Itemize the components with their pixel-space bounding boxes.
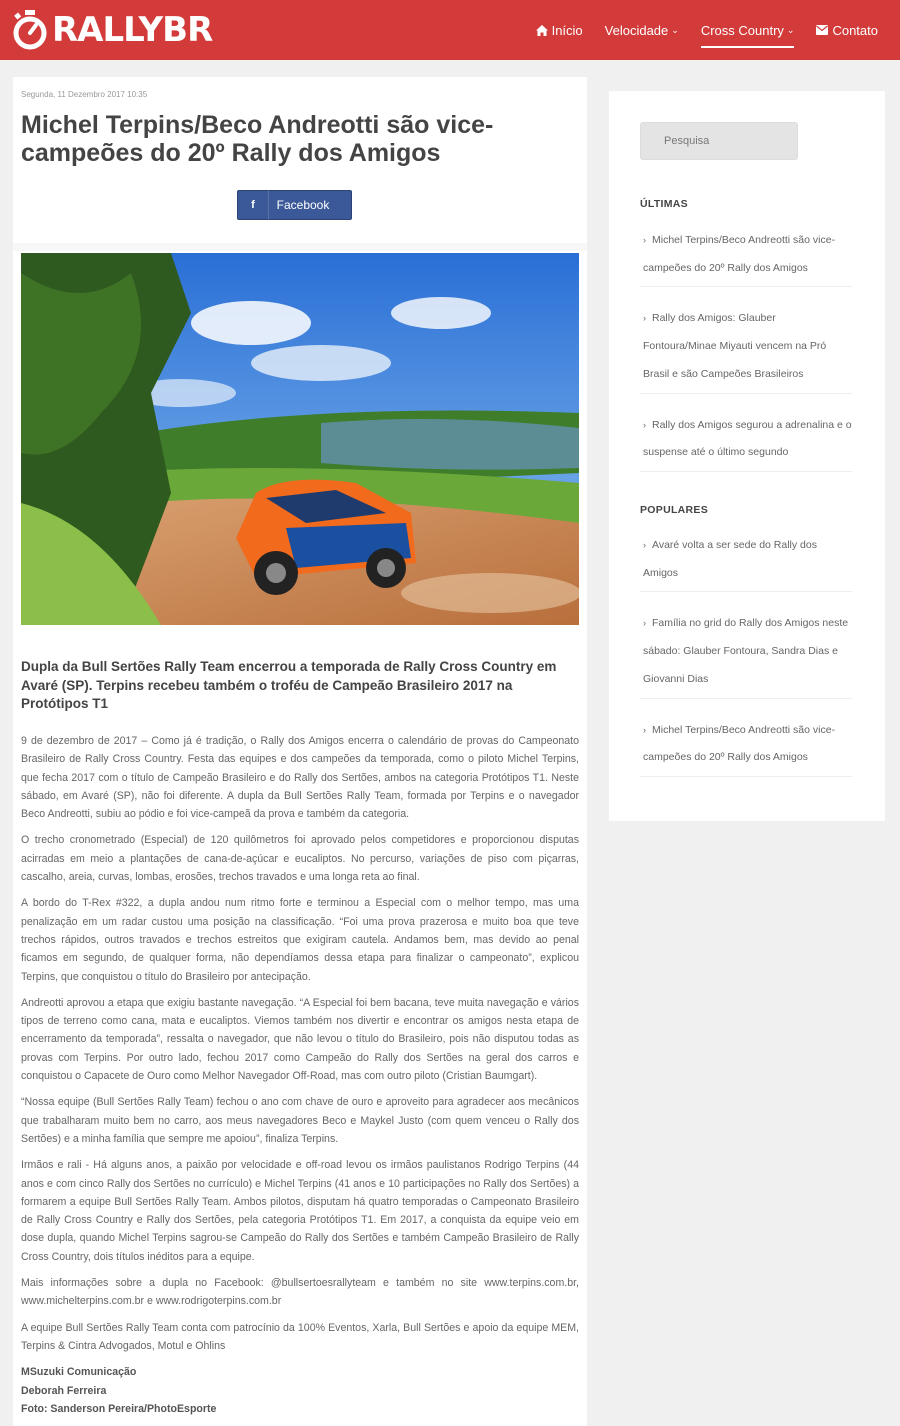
article-body [21,732,579,1418]
popular-item[interactable] [640,592,852,698]
popular-item[interactable] [640,699,852,777]
envelope-icon [816,25,828,35]
nav-label: Início [551,22,583,38]
article-credits [21,1363,579,1418]
popular-list [640,532,852,777]
popular-widget-title: POPULARES [640,504,709,516]
nav-label: Velocidade [604,22,669,38]
post-date: Segunda, 11 Dezembro 2017 10:35 [21,90,148,99]
chevron-down-icon: ⌄ [786,24,795,35]
nav-item-contato[interactable] [816,0,878,60]
nav-item-velocidade[interactable] [605,0,679,60]
sidebar [609,91,885,821]
popular-item-label: Avaré volta a ser sede do Rally dos Amigos [643,539,817,579]
article-container [13,77,587,1426]
chevron-right-icon: › [643,313,646,324]
nav-item-cross-country[interactable] [701,0,795,60]
latest-widget-title: ÚLTIMAS [640,198,688,210]
search-input[interactable] [640,122,798,160]
chevron-right-icon: › [643,540,646,550]
article-paragraph: A equipe Bull Sertões Rally Team conta com patrocínio da 100% Eventos, Xarla, Bull Sertões e apoio da equipe MEM, Terpins & Cintra Advogados, Motul e Ohlins [21,1321,579,1352]
latest-list [640,227,852,472]
site-header [0,0,900,60]
chevron-right-icon: › [643,235,646,245]
article-paragraph: A bordo do T-Rex #322, a dupla andou num ritmo forte e terminou a Especial com o melhor tempo, mas uma penalização em um radar custou uma posição na classificação. “Foi uma prova prazerosa e muito boa que teve trechos rápidos, outros travados e trechos estreitos que exigiram cautela. Andamos bem, mas devido ao penal ficamos em segundo, de qualquer forma, não dependíamos dessa etapa para finalizar o campeonato”, explicou Terpins, que conquistou o título do Brasileiro por antecipação. [21,897,579,983]
chevron-right-icon: › [643,724,646,735]
nav-item-inicio[interactable] [536,0,583,60]
article-paragraph: O trecho cronometrado (Especial) de 120 quilômetros foi aprovado pelos competidores e proporcionou disputas acirradas em meio a plantações de cana-de-açúcar e eucaliptos. No percurso, variações de piso com piçarras, cascalho, areia, curvas, lombas, erosões, trechos travados e uma longa reta ao final. [21,834,579,884]
credit-line: MSuzuki Comunicação [21,1366,137,1379]
section-divider [13,243,587,251]
article-photo [21,253,579,625]
main-nav [536,0,900,60]
latest-item-label: Rally dos Amigos: Glauber Fontoura/Minae Miyauti vencem na Pró Brasil e são Campeões Brasileiros [643,312,827,380]
nav-label: Contato [832,22,878,38]
home-icon [536,25,548,36]
latest-item[interactable] [640,287,852,393]
chevron-right-icon: › [643,618,646,629]
popular-item-label: Família no grid do Rally dos Amigos neste sábado: Glauber Fontoura, Sandra Dias e Giovanni Dias [643,617,849,685]
logo-text: RALLYBR [52,10,213,50]
article-title: Michel Terpins/Beco Andreotti são vice-campeões do 20º Rally dos Amigos [21,111,494,167]
latest-item[interactable] [640,227,852,287]
article-lead: Dupla da Bull Sertões Rally Team encerrou a temporada de Rally Cross Country em Avaré (SP). Terpins recebeu também o troféu de Campeão Brasileiro 2017 na Protótipos T1 [21,659,557,711]
nav-label: Cross Country [700,22,784,38]
popular-item-label: Michel Terpins/Beco Andreotti são vice-campeões do 20º Rally dos Amigos [643,723,836,764]
credit-line: Foto: Sanderson Pereira/PhotoEsporte [21,1402,217,1415]
facebook-share-button[interactable] [237,190,352,220]
facebook-share-label: Facebook [276,198,330,212]
latest-item-label: Michel Terpins/Beco Andreotti são vice-campeões do 20º Rally dos Amigos [643,234,836,274]
chevron-right-icon: › [643,419,646,430]
latest-item[interactable] [640,394,852,472]
article-paragraph: 9 de dezembro de 2017 – Como já é tradição, o Rally dos Amigos encerra o calendário de provas do Campeonato Brasileiro de Rally Cross Country. Festa das equipes e dos campeões da temporada, como o piloto Michel Terpins, que fecha 2017 com o título de Campeão Brasileiro e do Rally dos Sertões, ambos na categoria Protótipos T1. Neste sábado, em Avaré (SP), não foi diferente. A dupla da Bull Sertões Rally Team, formada por Terpins e o navegador Beco Andreotti, subiu ao pódio e foi vice-campeã da prova e também da categoria. [21,735,579,821]
site-logo[interactable] [12,8,212,52]
article-paragraph: Mais informações sobre a dupla no Facebook: @bullsertoesrallyteam e também no site www.terpins.com.br, www.michelterpins.com.br e www.rodrigoterpins.com.br [21,1277,579,1308]
facebook-icon: f [251,199,255,211]
article-paragraph: Irmãos e rali - Há alguns anos, a paixão por velocidade e off-road levou os irmãos paulistanos Rodrigo Terpins (44 anos e com cinco Rally dos Sertões no currículo) e Michel Terpins (41 anos e 10 participações no Rally dos Sertões) a formarem a equipe Bull Sertões Rally Team. Ambos pilotos, disputam há quatro temporadas o Campeonato Brasileiro de Rally Cross Country e Rally dos Sertões, pela categoria Protótipos T1. Em 2017, a conquista da equipe veio em dose dupla, quando Michel Terpins sagrou-se Campeão do Rally dos Sertões e também Campeão Brasileiro de Rally Cross Country, dois títulos inéditos para a equipe. [21,1159,579,1263]
popular-item[interactable] [640,532,852,592]
latest-item-label: Rally dos Amigos segurou a adrenalina e o suspense até o último segundo [643,418,852,459]
chevron-down-icon: ⌄ [671,24,679,35]
stopwatch-icon [12,10,48,50]
article-paragraph: Andreotti aprovou a etapa que exigiu bastante navegação. “A Especial foi bem bacana, teve muita navegação e vários tipos de terreno como cana, mata e eucaliptos. Viemos também nos divertir e encontrar os amigos nesta etapa de encerramento da temporada”, ressalta o navegador, que não levou o título do Brasileiro, pois não disputou todas as provas com Terpins. Por outro lado, fechou 2017 como Campeão do Rally dos Sertões na geral dos carros e conquistou o Capacete de Ouro como Melhor Navegador Off-Road, mas com outro piloto (Cristian Baumgart). [21,996,579,1083]
article-paragraph: “Nossa equipe (Bull Sertões Rally Team) fechou o ano com chave de ouro e aproveito para agradecer aos mecânicos que trabalharam muito bem no carro, aos meus navegadores Beco e Maykel Justo (com quem venceu o Rally dos Sertões) e a minha família que sempre me apoiou”, finaliza Terpins. [21,1096,579,1145]
credit-line: Deborah Ferreira [21,1384,107,1397]
